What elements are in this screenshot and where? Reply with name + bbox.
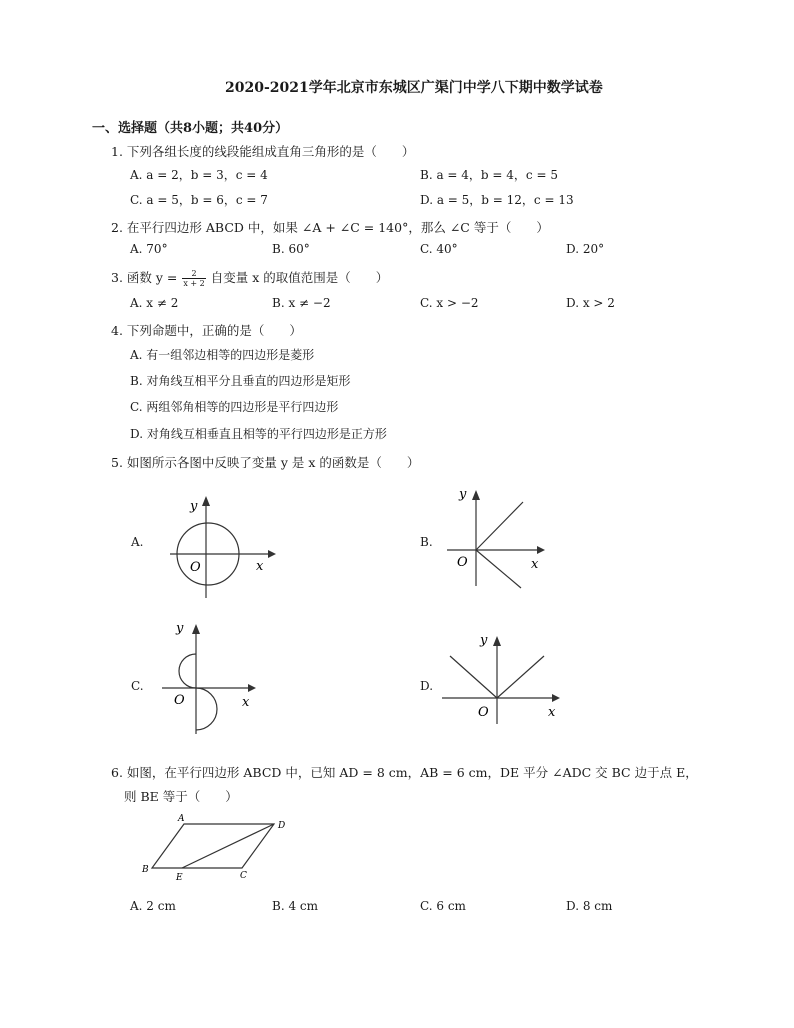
q5a-x-label: x [256, 559, 264, 574]
q5b-origin-label: O [457, 555, 468, 570]
q6-label-a: A [178, 814, 185, 824]
question-6-stem-line2: 则 BE 等于（ ） [124, 789, 238, 804]
q4-option-a: A. 有一组邻边相等的四边形是菱形 [130, 348, 315, 362]
q5-option-d: D. [420, 679, 434, 693]
q2-option-d: D. 20° [566, 242, 605, 256]
section-heading: 一、选择题（共8小题；共40分） [92, 121, 289, 136]
q5-graph-a [160, 490, 280, 605]
q3-option-b: B. x ≠ −2 [272, 296, 331, 310]
q5-option-b: B. [420, 535, 433, 549]
q5d-x-label: x [548, 705, 556, 720]
question-4-stem: 4. 下列命题中，正确的是（ ） [111, 323, 302, 338]
q2-option-a: A. 70° [130, 242, 168, 256]
q6-option-a: A. 2 cm [130, 899, 176, 913]
q5a-y-label: y [190, 499, 198, 514]
q3-option-c: C. x > −2 [420, 296, 479, 310]
q3-stem-suffix: 自变量 x 的取值范围是（ ） [210, 270, 389, 285]
q5-option-c: C. [131, 679, 144, 693]
q3-option-a: A. x ≠ 2 [130, 296, 179, 310]
q3-option-d: D. x > 2 [566, 296, 615, 310]
q2-option-c: C. 40° [420, 242, 458, 256]
q4-option-d: D. 对角线互相垂直且相等的平行四边形是正方形 [130, 427, 387, 441]
question-5-stem: 5. 如图所示各图中反映了变量 y 是 x 的函数是（ ） [111, 455, 420, 470]
q3-fraction-numerator: 2 [182, 269, 205, 279]
q5b-y-label: y [459, 487, 467, 502]
q5-graph-c [160, 618, 270, 748]
q5c-y-label: y [176, 621, 184, 636]
q4-option-b: B. 对角线互相平分且垂直的四边形是矩形 [130, 374, 351, 388]
page-title: 2020-2021学年北京市东城区广渠门中学八下期中数学试卷 [225, 80, 603, 96]
q5-option-a: A. [131, 535, 144, 549]
q3-stem-prefix: 3. 函数 y = [111, 270, 178, 285]
q1-option-d: D. a = 5，b = 12，c = 13 [420, 193, 574, 207]
q5-graph-b [445, 482, 555, 592]
q5-graph-d [440, 628, 565, 728]
q6-option-d: D. 8 cm [566, 899, 613, 913]
question-6-stem-line1: 6. 如图，在平行四边形 ABCD 中，已知 AD = 8 cm，AB = 6 cm，DE 平分 ∠ADC 交 BC 边于点 E， [111, 765, 698, 780]
q6-option-b: B. 4 cm [272, 899, 318, 913]
q6-label-d: D [278, 821, 286, 831]
q5c-origin-label: O [174, 693, 185, 708]
q6-label-e: E [176, 873, 183, 883]
q3-fraction-denominator: x + 2 [183, 279, 205, 288]
q2-option-b: B. 60° [272, 242, 310, 256]
q6-parallelogram-figure [138, 812, 298, 884]
q5d-origin-label: O [478, 705, 489, 720]
question-2-stem: 2. 在平行四边形 ABCD 中，如果 ∠A + ∠C = 140°，那么 ∠C 等于（ ） [111, 220, 549, 235]
question-3-stem [111, 268, 388, 288]
q6-label-b: B [142, 865, 149, 875]
q5c-x-label: x [242, 695, 250, 710]
q3-fraction [182, 269, 205, 288]
q1-option-a: A. a = 2，b = 3，c = 4 [130, 168, 268, 182]
question-1-stem: 1. 下列各组长度的线段能组成直角三角形的是（ ） [111, 144, 415, 159]
q5b-x-label: x [531, 557, 539, 572]
q5d-y-label: y [480, 633, 488, 648]
q6-option-c: C. 6 cm [420, 899, 466, 913]
q6-label-c: C [240, 871, 247, 881]
q5a-origin-label: O [190, 560, 201, 575]
q1-option-c: C. a = 5，b = 6，c = 7 [130, 193, 268, 207]
q1-option-b: B. a = 4，b = 4，c = 5 [420, 168, 558, 182]
q4-option-c: C. 两组邻角相等的四边形是平行四边形 [130, 400, 339, 414]
